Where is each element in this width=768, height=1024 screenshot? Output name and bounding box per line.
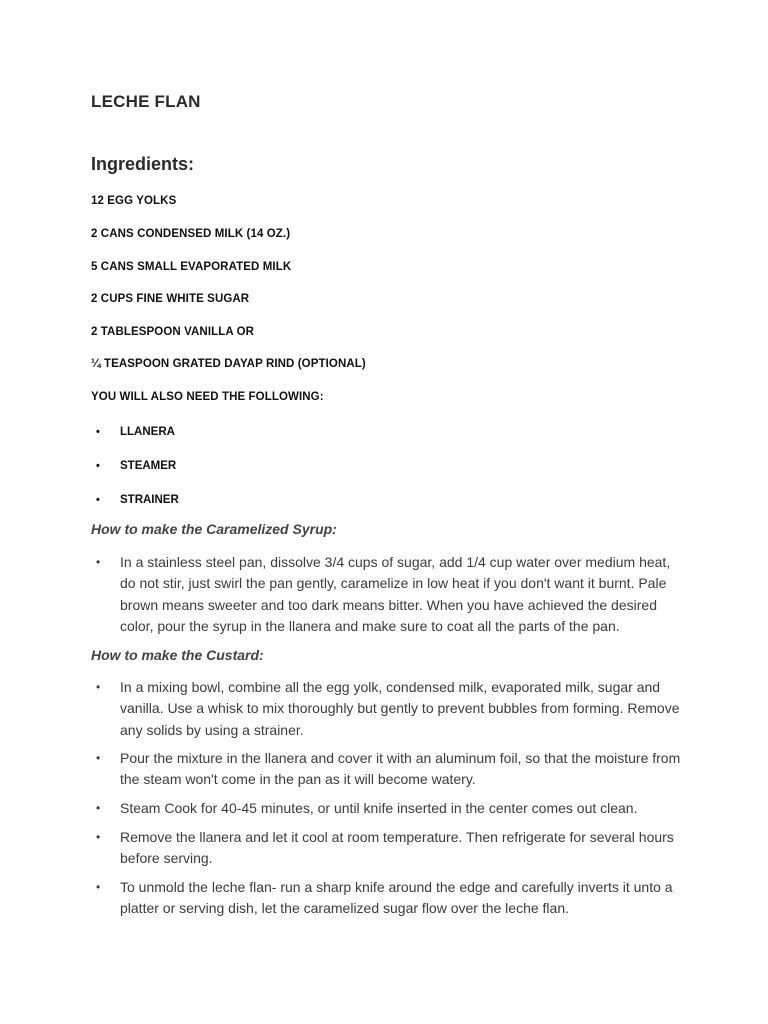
- equipment-item: [91, 494, 179, 506]
- equipment-item-label: STRAINER: [120, 494, 179, 506]
- custard-step-text: Steam Cook for 40-45 minutes, or until knife inserted in the center comes out clean.: [120, 800, 638, 816]
- bullet-icon: •: [96, 426, 100, 438]
- bullet-icon: •: [96, 460, 100, 472]
- ingredient-line: 2 CUPS FINE WHITE SUGAR: [91, 293, 250, 305]
- ingredient-line: 2 CANS CONDENSED MILK (14 OZ.): [91, 228, 291, 240]
- equipment-item: [91, 426, 175, 438]
- ingredient-line: ¼ TEASPOON GRATED DAYAP RIND (OPTIONAL): [91, 358, 366, 370]
- bullet-icon: •: [96, 751, 101, 765]
- bullet-icon: •: [96, 830, 101, 844]
- bullet-icon: •: [96, 555, 101, 569]
- ingredient-line: 5 CANS SMALL EVAPORATED MILK: [91, 261, 292, 273]
- equipment-item-label: LLANERA: [120, 426, 175, 438]
- custard-step-text: To unmold the leche flan- run a sharp knife around the edge and carefully inverts it unto a platter or serving dish, let the caramelized sugar flow over the leche flan.: [120, 879, 673, 917]
- recipe-title: LECHE FLAN: [91, 92, 201, 111]
- custard-step: [91, 798, 691, 819]
- ingredients-heading: Ingredients:: [91, 154, 195, 174]
- equipment-item-label: STEAMER: [120, 460, 177, 472]
- syrup-step: [91, 552, 691, 637]
- syrup-step-text: In a stainless steel pan, dissolve 3/4 cups of sugar, add 1/4 cup water over medium heat, do not stir, just swirl the pan gently, caramelize in low heat if you don't want it burnt. Pale brown means sweeter and too dark means bitter. When you have achieved the desired color, pour the syrup in the llanera and make sure to coat all the parts of the pan.: [120, 554, 671, 634]
- ingredient-line: 12 EGG YOLKS: [91, 195, 177, 207]
- ingredient-line: 2 TABLESPOON VANILLA OR: [91, 326, 255, 338]
- custard-step: [91, 827, 691, 870]
- bullet-icon: •: [96, 880, 101, 894]
- equipment-item: [91, 460, 176, 472]
- custard-step: [91, 877, 691, 920]
- syrup-heading: How to make the Caramelized Syrup:: [91, 521, 337, 537]
- custard-step-text: Pour the mixture in the llanera and cover it with an aluminum foil, so that the moisture from the steam won't come in the pan as it will become watery.: [120, 750, 681, 788]
- bullet-icon: •: [96, 494, 100, 506]
- bullet-icon: •: [96, 680, 101, 694]
- custard-step: [91, 748, 691, 791]
- custard-step: [91, 677, 691, 741]
- custard-heading: How to make the Custard:: [91, 647, 264, 663]
- custard-step-text: Remove the llanera and let it cool at room temperature. Then refrigerate for several hours before serving.: [120, 829, 674, 867]
- bullet-icon: •: [96, 801, 101, 815]
- equipment-intro: YOU WILL ALSO NEED THE FOLLOWING:: [91, 391, 324, 403]
- custard-step-text: In a mixing bowl, combine all the egg yolk, condensed milk, evaporated milk, sugar and vanilla. Use a whisk to mix thoroughly but gently to prevent bubbles from forming. Remove any solids by using a strainer.: [120, 679, 680, 738]
